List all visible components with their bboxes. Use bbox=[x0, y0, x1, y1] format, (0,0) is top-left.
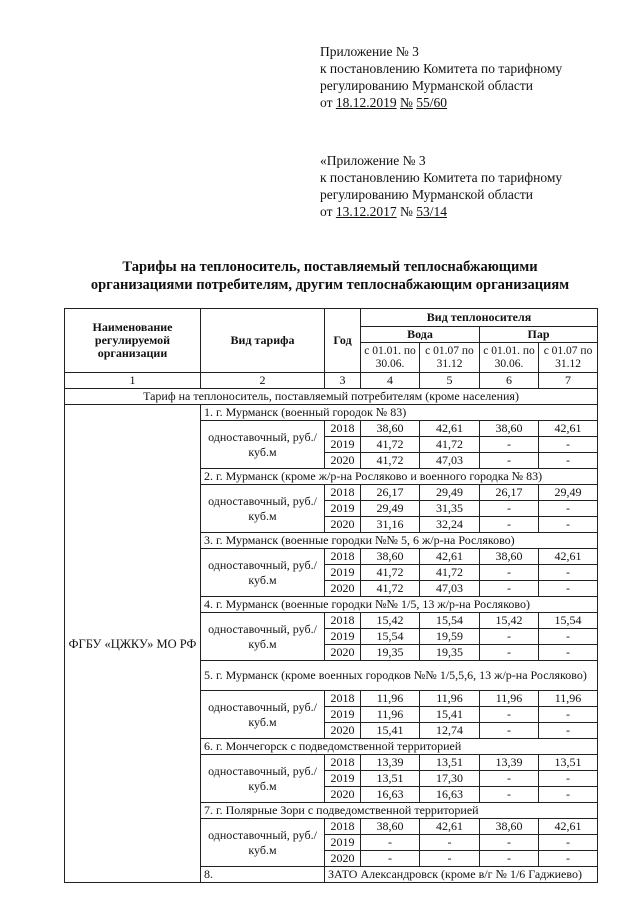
tariff-value-cell: 15,41 bbox=[420, 707, 480, 723]
header-org: Наименование регулируемой организации bbox=[65, 309, 201, 373]
tariff-value-cell: - bbox=[480, 453, 539, 469]
tariff-value-cell: 11,96 bbox=[361, 707, 420, 723]
tariff-value-cell: 38,60 bbox=[361, 421, 420, 437]
header-water: Вода bbox=[361, 327, 480, 343]
location-name: 7. г. Полярные Зори с подведомственной территорией bbox=[201, 803, 598, 819]
tariff-value-cell: 31,35 bbox=[420, 501, 480, 517]
tariff-value-cell: 15,54 bbox=[361, 629, 420, 645]
tariff-value-cell: 13,51 bbox=[539, 755, 598, 771]
tariff-type: одноставочный, руб./куб.м bbox=[201, 549, 325, 597]
tariff-value-cell: 13,51 bbox=[420, 755, 480, 771]
tariff-value-cell: 13,51 bbox=[361, 771, 420, 787]
header-period: с 01.01. по 30.06. bbox=[361, 343, 420, 373]
header-coolant-kind: Вид теплоносителя bbox=[361, 309, 598, 327]
location-row bbox=[65, 405, 598, 421]
location-name: 6. г. Мончегорск с подведомственной территорией bbox=[201, 739, 598, 755]
tariff-value-cell: - bbox=[420, 851, 480, 867]
number-sign: № bbox=[399, 204, 413, 219]
tariff-value-cell: 32,24 bbox=[420, 517, 480, 533]
tariff-value-cell: 26,17 bbox=[361, 485, 420, 501]
appendix-title: Приложение № 3 bbox=[320, 44, 419, 59]
title-line: Тарифы на теплоноситель, поставляемый теплоснабжающими bbox=[122, 259, 538, 275]
year-cell: 2019 bbox=[325, 501, 361, 517]
year-cell: 2019 bbox=[325, 629, 361, 645]
from-label: от bbox=[320, 95, 333, 110]
resolution-number: 55/60 bbox=[416, 95, 448, 110]
tariff-value-cell: 11,96 bbox=[361, 691, 420, 707]
tariff-type: одноставочный, руб./куб.м bbox=[201, 819, 325, 867]
column-number: 1 bbox=[65, 373, 201, 389]
header-period: с 01.07 по 31.12 bbox=[420, 343, 480, 373]
tariff-value-cell: - bbox=[539, 645, 598, 661]
tariff-value-cell: - bbox=[361, 835, 420, 851]
tariff-value-cell: - bbox=[480, 707, 539, 723]
tariff-value-cell: 15,42 bbox=[361, 613, 420, 629]
tariff-value-cell: - bbox=[539, 835, 598, 851]
tariff-value-cell: 19,35 bbox=[361, 645, 420, 661]
tariff-value-cell: 42,61 bbox=[420, 819, 480, 835]
tariff-value-cell: 19,59 bbox=[420, 629, 480, 645]
tariff-value-cell: - bbox=[539, 437, 598, 453]
tariff-value-cell: 15,41 bbox=[361, 723, 420, 739]
year-cell: 2019 bbox=[325, 771, 361, 787]
column-number: 5 bbox=[420, 373, 480, 389]
year-cell: 2019 bbox=[325, 437, 361, 453]
year-cell: 2020 bbox=[325, 581, 361, 597]
tariff-value-cell: - bbox=[539, 851, 598, 867]
tariff-value-cell: - bbox=[539, 581, 598, 597]
year-cell: 2018 bbox=[325, 613, 361, 629]
year-cell: 2020 bbox=[325, 851, 361, 867]
tariff-value-cell: 15,54 bbox=[539, 613, 598, 629]
appendix-line: к постановлению Комитета по тарифному bbox=[320, 170, 563, 185]
year-cell: 2019 bbox=[325, 835, 361, 851]
tariff-value-cell: 47,03 bbox=[420, 581, 480, 597]
location-number: 8. bbox=[201, 867, 325, 883]
tariff-value-cell: - bbox=[539, 629, 598, 645]
header-steam: Пар bbox=[480, 327, 598, 343]
tariff-value-cell: - bbox=[480, 645, 539, 661]
tariff-value-cell: - bbox=[480, 581, 539, 597]
resolution-date: 13.12.2017 bbox=[335, 204, 397, 219]
tariff-type: одноставочный, руб./куб.м bbox=[201, 421, 325, 469]
tariff-value-cell: 13,39 bbox=[361, 755, 420, 771]
resolution-number: 53/14 bbox=[416, 204, 448, 219]
title-line: организациями потребителям, другим теплоснабжающим организациям bbox=[90, 277, 570, 293]
tariff-value-cell: 19,35 bbox=[420, 645, 480, 661]
location-name: 2. г. Мурманск (кроме ж/р-на Росляково и военного городка № 83) bbox=[201, 469, 598, 485]
location-name: 3. г. Мурманск (военные городки №№ 5, 6 ж/р-на Росляково) bbox=[201, 533, 598, 549]
appendix-date-line bbox=[320, 94, 620, 111]
tariff-value-cell: 41,72 bbox=[420, 437, 480, 453]
year-cell: 2020 bbox=[325, 453, 361, 469]
section-title: Тариф на теплоноситель, поставляемый потребителям (кроме населения) bbox=[65, 389, 598, 405]
header-period: с 01.07 по 31.12 bbox=[539, 343, 598, 373]
tariff-type: одноставочный, руб./куб.м bbox=[201, 613, 325, 661]
column-numbers-row bbox=[65, 373, 598, 389]
tariff-value-cell: - bbox=[539, 565, 598, 581]
resolution-date: 18.12.2019 bbox=[335, 95, 397, 110]
year-cell: 2020 bbox=[325, 645, 361, 661]
tariff-value-cell: - bbox=[539, 501, 598, 517]
year-cell: 2019 bbox=[325, 707, 361, 723]
tariff-value-cell: - bbox=[539, 517, 598, 533]
location-name: 4. г. Мурманск (военные городки №№ 1/5, 13 ж/р-на Росляково) bbox=[201, 597, 598, 613]
tariff-value-cell: - bbox=[480, 787, 539, 803]
tariff-value-cell: - bbox=[539, 771, 598, 787]
tariff-value-cell: 29,49 bbox=[420, 485, 480, 501]
appendix-line: регулированию Мурманской области bbox=[320, 187, 533, 202]
location-name: 5. г. Мурманск (кроме военных городков №№ 1/5,5,6, 13 ж/р-на Росляково) bbox=[201, 661, 598, 691]
tariff-value-cell: 41,72 bbox=[361, 581, 420, 597]
tariff-value-cell: - bbox=[480, 723, 539, 739]
tariff-value-cell: - bbox=[480, 851, 539, 867]
year-cell: 2019 bbox=[325, 565, 361, 581]
appendix-line: регулированию Мурманской области bbox=[320, 78, 533, 93]
appendix-header-previous bbox=[320, 152, 620, 220]
document-title bbox=[40, 258, 620, 294]
tariff-value-cell: - bbox=[480, 437, 539, 453]
year-cell: 2018 bbox=[325, 485, 361, 501]
header-year: Год bbox=[325, 309, 361, 373]
year-cell: 2018 bbox=[325, 819, 361, 835]
year-cell: 2018 bbox=[325, 691, 361, 707]
tariff-table bbox=[64, 308, 598, 883]
tariff-value-cell: 26,17 bbox=[480, 485, 539, 501]
tariff-value-cell: 15,42 bbox=[480, 613, 539, 629]
tariff-value-cell: 29,49 bbox=[539, 485, 598, 501]
tariff-value-cell: 11,96 bbox=[539, 691, 598, 707]
tariff-value-cell: 16,63 bbox=[420, 787, 480, 803]
column-number: 7 bbox=[539, 373, 598, 389]
column-number: 6 bbox=[480, 373, 539, 389]
tariff-value-cell: 42,61 bbox=[539, 421, 598, 437]
tariff-value-cell: - bbox=[480, 501, 539, 517]
year-cell: 2020 bbox=[325, 723, 361, 739]
tariff-value-cell: 11,96 bbox=[480, 691, 539, 707]
header-tariff-type: Вид тарифа bbox=[201, 309, 325, 373]
tariff-value-cell: 29,49 bbox=[361, 501, 420, 517]
location-name: ЗАТО Александровск (кроме в/г № 1/6 Гаджиево) bbox=[325, 867, 598, 883]
tariff-value-cell: - bbox=[539, 723, 598, 739]
tariff-value-cell: 38,60 bbox=[480, 819, 539, 835]
year-cell: 2018 bbox=[325, 421, 361, 437]
from-label: от bbox=[320, 204, 333, 219]
tariff-value-cell: - bbox=[480, 629, 539, 645]
year-cell: 2018 bbox=[325, 549, 361, 565]
tariff-value-cell: - bbox=[480, 771, 539, 787]
header-period: с 01.01. по 30.06. bbox=[480, 343, 539, 373]
tariff-value-cell: 12,74 bbox=[420, 723, 480, 739]
tariff-value-cell: 31,16 bbox=[361, 517, 420, 533]
tariff-value-cell: 16,63 bbox=[361, 787, 420, 803]
year-cell: 2020 bbox=[325, 787, 361, 803]
tariff-value-cell: - bbox=[420, 835, 480, 851]
tariff-value-cell: - bbox=[539, 453, 598, 469]
tariff-value-cell: 13,39 bbox=[480, 755, 539, 771]
appendix-line: к постановлению Комитета по тарифному bbox=[320, 61, 563, 76]
tariff-value-cell: - bbox=[480, 565, 539, 581]
tariff-value-cell: 42,61 bbox=[420, 421, 480, 437]
tariff-value-cell: - bbox=[361, 851, 420, 867]
tariff-value-cell: 38,60 bbox=[480, 549, 539, 565]
year-cell: 2018 bbox=[325, 755, 361, 771]
tariff-value-cell: 42,61 bbox=[539, 819, 598, 835]
tariff-value-cell: 41,72 bbox=[361, 453, 420, 469]
column-number: 3 bbox=[325, 373, 361, 389]
tariff-type: одноставочный, руб./куб.м bbox=[201, 485, 325, 533]
tariff-value-cell: 41,72 bbox=[420, 565, 480, 581]
tariff-type: одноставочный, руб./куб.м bbox=[201, 691, 325, 739]
appendix-title: «Приложение № 3 bbox=[320, 153, 426, 168]
column-number: 4 bbox=[361, 373, 420, 389]
tariff-value-cell: 15,54 bbox=[420, 613, 480, 629]
tariff-value-cell: 38,60 bbox=[480, 421, 539, 437]
tariff-value-cell: 42,61 bbox=[539, 549, 598, 565]
tariff-value-cell: 41,72 bbox=[361, 437, 420, 453]
number-sign: № bbox=[399, 95, 413, 110]
tariff-value-cell: - bbox=[480, 517, 539, 533]
tariff-value-cell: 41,72 bbox=[361, 565, 420, 581]
column-number: 2 bbox=[201, 373, 325, 389]
tariff-value-cell: 17,30 bbox=[420, 771, 480, 787]
tariff-value-cell: 38,60 bbox=[361, 819, 420, 835]
year-cell: 2020 bbox=[325, 517, 361, 533]
tariff-type: одноставочный, руб./куб.м bbox=[201, 755, 325, 803]
tariff-value-cell: - bbox=[539, 787, 598, 803]
tariff-value-cell: - bbox=[480, 835, 539, 851]
tariff-value-cell: 11,96 bbox=[420, 691, 480, 707]
tariff-value-cell: 42,61 bbox=[420, 549, 480, 565]
tariff-value-cell: 38,60 bbox=[361, 549, 420, 565]
appendix-date-line bbox=[320, 203, 620, 220]
organization-name: ФГБУ «ЦЖКУ» МО РФ bbox=[65, 405, 201, 883]
tariff-value-cell: - bbox=[539, 707, 598, 723]
tariff-value-cell: 47,03 bbox=[420, 453, 480, 469]
appendix-header-current bbox=[320, 43, 620, 111]
location-name: 1. г. Мурманск (военный городок № 83) bbox=[201, 405, 598, 421]
